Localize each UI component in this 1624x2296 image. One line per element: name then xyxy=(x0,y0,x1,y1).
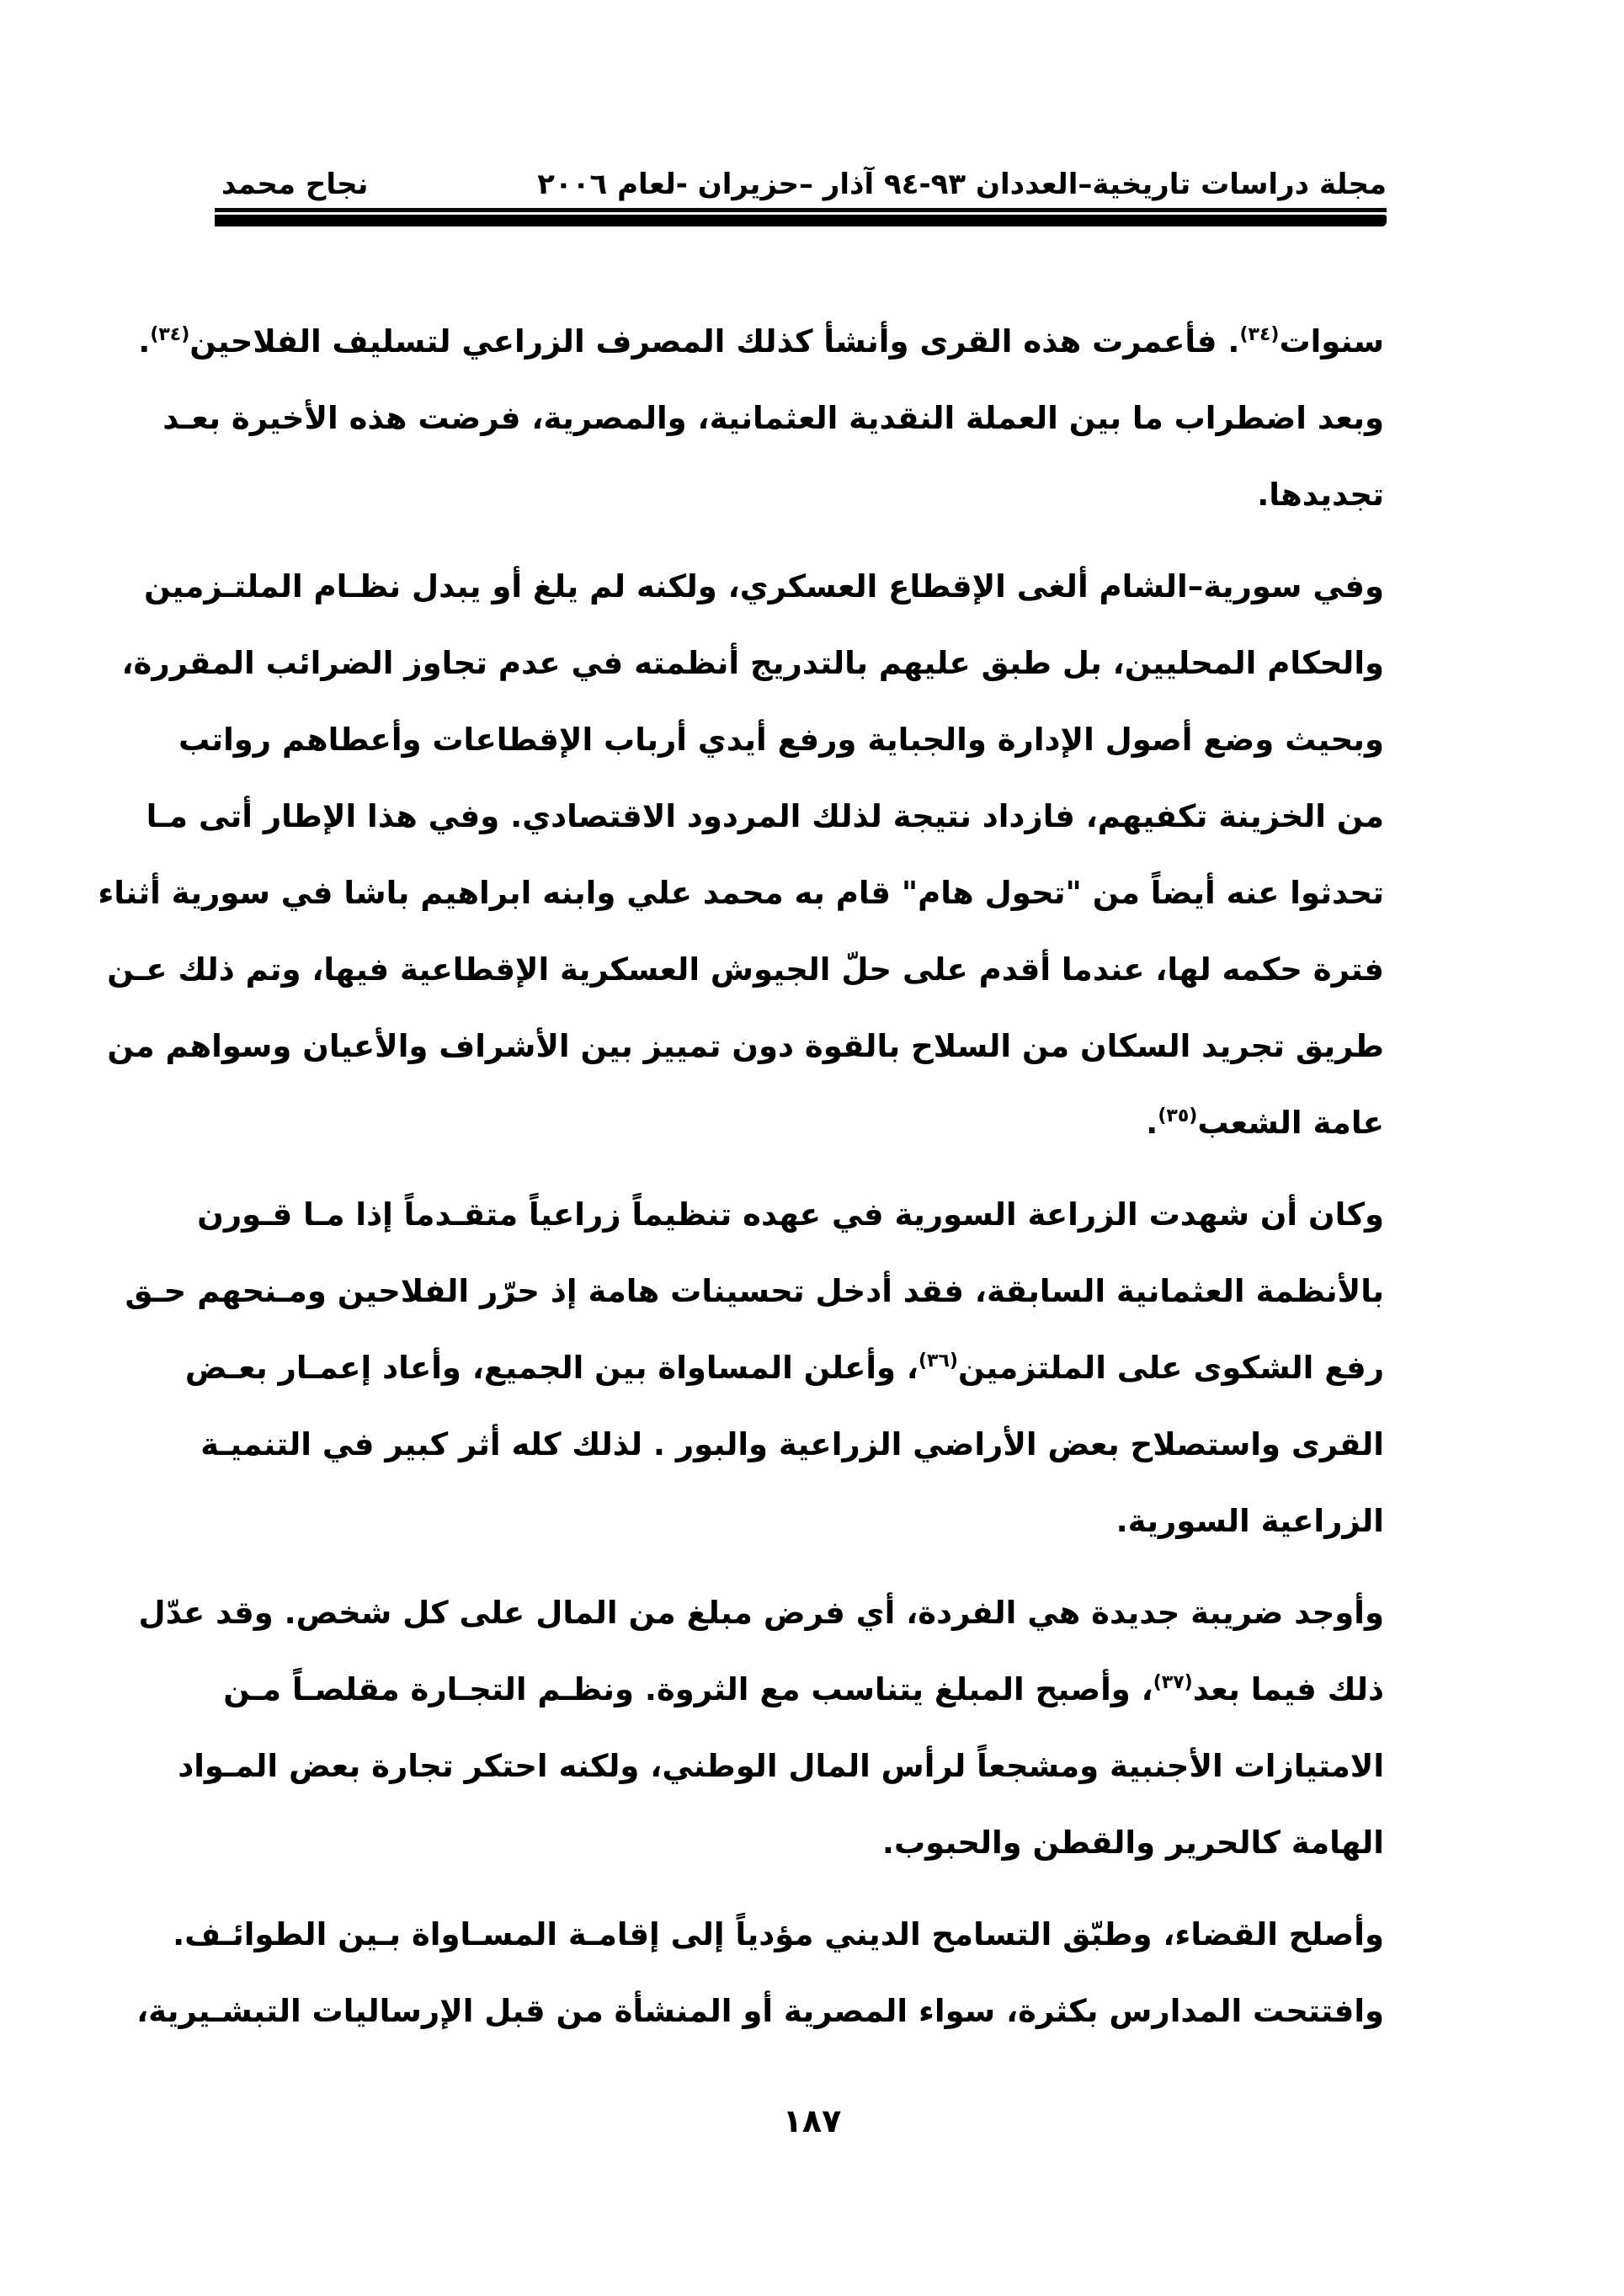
text-segment: القرى واستصلاح بعض الأراضي الزراعية والبور . لذلك كله أثر كبير في التنميـة xyxy=(200,1426,1384,1462)
text-line xyxy=(178,701,1384,778)
text-line xyxy=(229,1084,1384,1161)
text-line xyxy=(125,1253,1384,1329)
header-rule xyxy=(215,208,1387,228)
text-segment: وافتتحت المدارس بكثرة، سواء المصرية أو المنشأة من قبل الإرساليات التبشـيرية، xyxy=(136,1993,1384,2029)
paragraph xyxy=(98,548,1384,1161)
text-segment: تجديدها. xyxy=(1257,477,1384,513)
footnote-ref[interactable]: (٣٧) xyxy=(1153,1672,1193,1693)
text-segment: الامتيازات الأجنبية ومشجعاً لرأس المال الوطني، ولكنه احتكر تجارة بعض المـواد xyxy=(178,1748,1384,1784)
text-segment: وكان أن شهدت الزراعة السورية في عهده تنظيماً زراعياً متقـدماً إذا مـا قـورن xyxy=(197,1196,1384,1233)
text-segment: والحكام المحليين، بل طبق عليهم بالتدريج أنظمته في عدم تجاوز الضرائب المقررة، xyxy=(121,645,1384,681)
text-segment: الزراعية السورية. xyxy=(1116,1503,1384,1539)
text-segment: وبعد اضطراب ما بين العملة النقدية العثمانية، والمصرية، فرضت هذه الأخيرة بعـد xyxy=(162,400,1384,436)
text-line xyxy=(136,1973,1384,2049)
text-segment: . فأعمرت هذه القرى وأنشأ كذلك المصرف الزراعي لتسليف الفلاحين xyxy=(189,323,1240,360)
text-segment: وفي سورية–الشام ألغى الإقطاع العسكري، ولكنه لم يلغ أو يبدل نظـام الملتـزمين xyxy=(144,568,1384,605)
paragraph xyxy=(138,1574,1384,1881)
text-line xyxy=(144,548,1384,625)
text-segment: عامة الشعب xyxy=(1197,1105,1384,1141)
text-line xyxy=(107,1008,1384,1084)
text-segment: من الخزينة تكفيهم، فازداد نتيجة لذلك المردود الاقتصادي. وفي هذا الإطار أتى مـا xyxy=(146,798,1384,834)
text-line xyxy=(173,1896,1384,1973)
text-segment: ، وأعلن المساواة بين الجميع، وأعاد إعمـار بعـض xyxy=(184,1350,918,1386)
text-segment: ، وأصبح المبلغ يتناسب مع الثروة. ونظـم التجـارة مقلصـاً مـن xyxy=(223,1671,1153,1707)
text-segment: الهامة كالحرير والقطن والحبوب. xyxy=(881,1825,1384,1861)
author-name: نجاح محمد xyxy=(221,168,369,201)
journal-title: مجلة دراسات تاريخية–العددان ٩٣-٩٤ آذار –حزيران -لعام ٢٠٠٦ xyxy=(537,168,1387,201)
paragraph xyxy=(136,1896,1384,2049)
text-line xyxy=(121,625,1384,701)
text-line xyxy=(107,931,1384,1008)
text-segment: وبحيث وضع أصول الإدارة والجباية ورفع أيدي أرباب الإقطاعات وأعطاهم رواتب xyxy=(178,722,1384,758)
page-number: ١٨٧ xyxy=(782,2102,842,2139)
text-segment: تحدثوا عنه أيضاً من "تحول هام" قام به محمد علي وابنه ابراهيم باشا في سورية أثناء xyxy=(98,875,1384,911)
body-text xyxy=(98,303,1384,2064)
text-segment: سنوات xyxy=(1279,323,1384,360)
text-line xyxy=(229,456,1384,533)
text-line xyxy=(162,380,1384,456)
footnote-ref[interactable]: (٣٤) xyxy=(1239,324,1280,345)
footnote-ref[interactable]: (٣٥) xyxy=(1158,1105,1198,1127)
text-line xyxy=(138,303,1384,380)
text-line xyxy=(200,1406,1384,1483)
text-segment: بالأنظمة العثمانية السابقة، فقد أدخل تحسينات هامة إذ حرّر الفلاحين ومـنحهم حـق xyxy=(125,1273,1384,1309)
text-line xyxy=(146,778,1384,855)
text-line xyxy=(229,1804,1384,1881)
text-line xyxy=(223,1651,1384,1728)
text-segment: ذلك فيما بعد xyxy=(1192,1671,1384,1707)
footnote-ref[interactable]: (٣٦) xyxy=(918,1350,958,1372)
text-segment: . xyxy=(138,323,151,360)
text-segment: طريق تجريد السكان من السلاح بالقوة دون تمييز بين الأشراف والأعيان وسواهم من xyxy=(107,1028,1384,1064)
text-line xyxy=(138,1574,1384,1651)
text-segment: فترة حكمه لها، عندما أقدم على حلّ الجيوش العسكرية الإقطاعية فيها، وتم ذلك عـن xyxy=(107,951,1384,988)
paragraph xyxy=(138,303,1384,533)
text-line xyxy=(178,1728,1384,1804)
running-header xyxy=(215,165,1387,204)
text-line xyxy=(229,1483,1384,1559)
footnote-ref[interactable]: (٣٤) xyxy=(150,324,190,345)
text-line xyxy=(184,1329,1384,1406)
text-line xyxy=(197,1176,1384,1253)
text-segment: وأصلح القضاء، وطبّق التسامح الديني مؤدياً إلى إقامـة المسـاواة بـين الطوائـف. xyxy=(173,1916,1384,1952)
text-segment: . xyxy=(1146,1105,1158,1141)
paragraph xyxy=(125,1176,1384,1559)
text-line xyxy=(98,855,1384,931)
text-segment: وأوجد ضريبة جديدة هي الفردة، أي فرض مبلغ من المال على كل شخص. وقد عدّل xyxy=(138,1595,1384,1631)
text-segment: رفع الشكوى على الملتزمين xyxy=(957,1350,1384,1386)
header-rule-thick xyxy=(215,215,1387,226)
